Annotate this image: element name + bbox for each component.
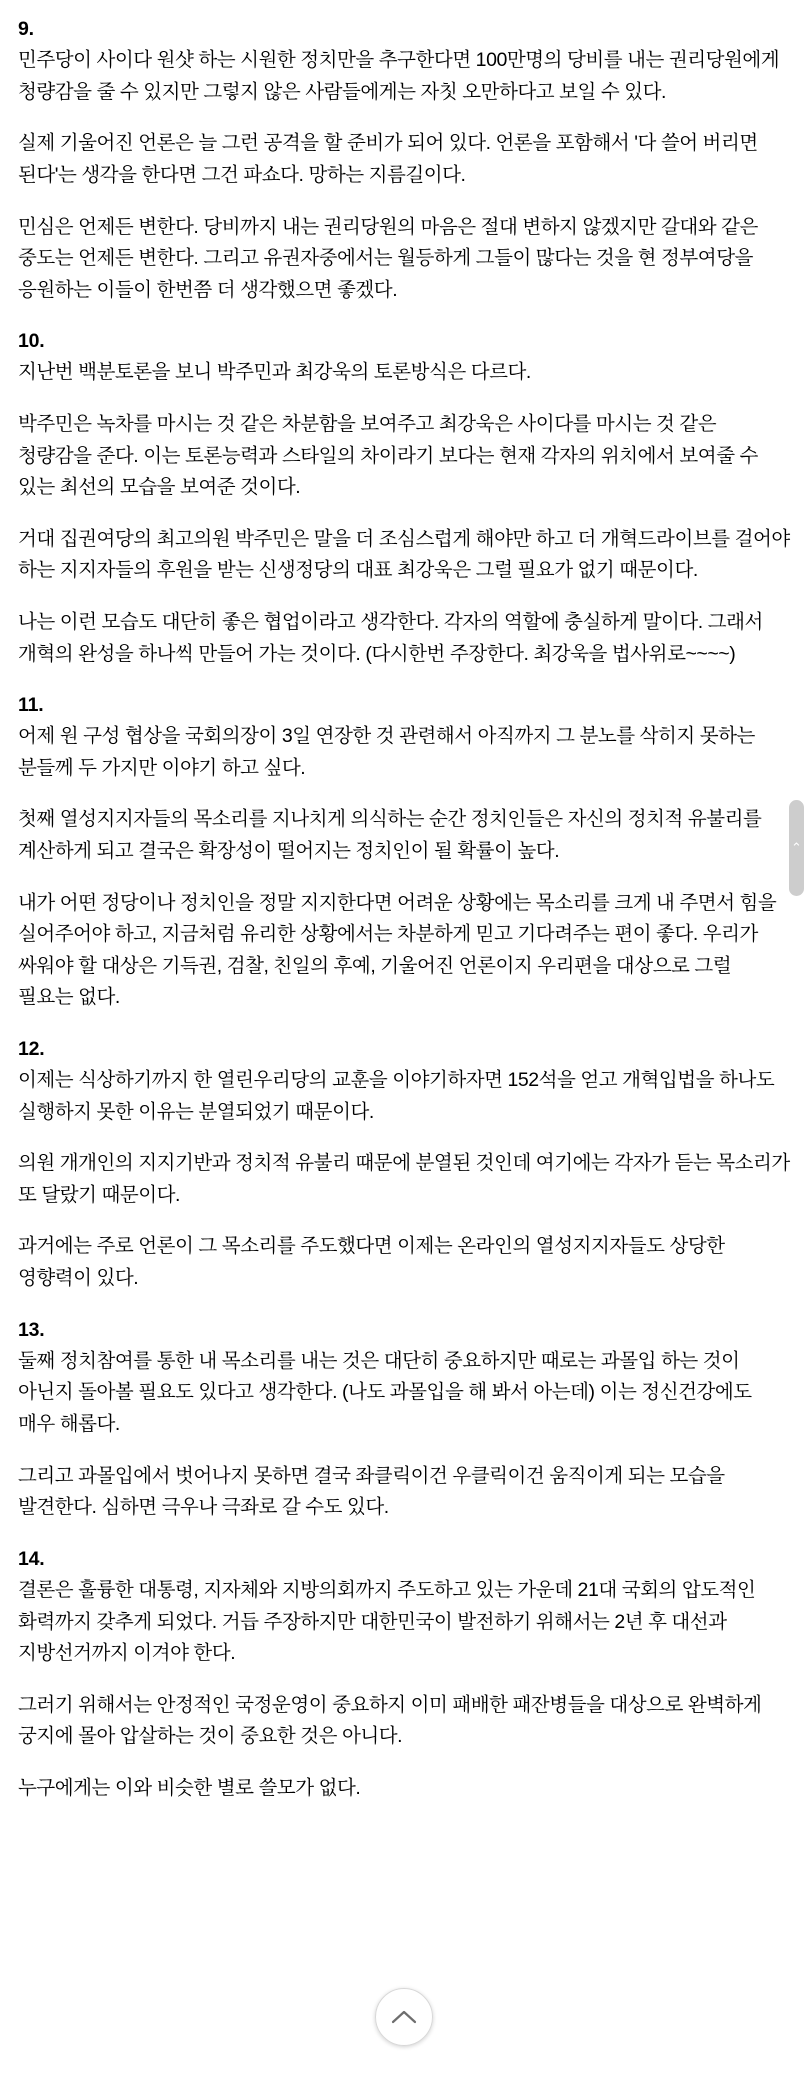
clipped-paragraph: 누구에게는 이와 비슷한 별로 쓸모가 없다. xyxy=(18,1776,361,1799)
section-10 xyxy=(18,326,795,670)
paragraph: 나는 이런 모습도 대단히 좋은 협업이라고 생각한다. 각자의 역할에 충실하게 말이다. 그래서 개혁의 완성을 하나씩 만들어 가는 것이다. (다시한번 주장한다. 최강욱을 법사위로~~~~) xyxy=(18,610,768,665)
scroll-to-top-button[interactable] xyxy=(375,1988,433,2046)
section-number: 14. xyxy=(18,1547,45,1570)
paragraph: 첫째 열성지지자들의 목소리를 지나치게 의식하는 순간 정치인들은 자신의 정치적 유불리를 계산하게 되고 결국은 확장성이 떨어지는 정치인이 될 확률이 높다. xyxy=(18,808,767,863)
paragraph: 의원 개개인의 지지기반과 정치적 유불리 때문에 분열된 것인데 여기에는 각자가 듣는 목소리가 또 달랐기 때문이다. xyxy=(18,1152,795,1206)
paragraph: 그리고 과몰입에서 벗어나지 못하면 결국 좌클릭이건 우클릭이건 움직이게 되는 모습을 발견한다. 심하면 극우나 극좌로 갈 수도 있다. xyxy=(18,1464,730,1519)
paragraph: 실제 기울어진 언론은 늘 그런 공격을 할 준비가 되어 있다. 언론을 포함해서 '다 쓸어 버리면 된다'는 생각을 한다면 그건 파쇼다. 망하는 지름길이다. xyxy=(18,132,763,186)
chevron-up-icon xyxy=(391,2009,417,2025)
paragraph: 과거에는 주로 언론이 그 목소리를 주도했다면 이제는 온라인의 열성지지자들도 상당한 영향력이 있다. xyxy=(18,1235,730,1290)
section-12 xyxy=(18,1034,795,1295)
paragraph: 그러기 위해서는 안정적인 국정운영이 중요하지 이미 패배한 패잔병들을 대상으로 완벽하게 궁지에 몰아 압살하는 것이 중요한 것은 아니다. xyxy=(18,1693,767,1748)
paragraph: 둘째 정치참여를 통한 내 목소리를 내는 것은 대단히 중요하지만 때로는 과몰입 하는 것이 아닌지 돌아볼 필요도 있다고 생각한다. (나도 과몰입을 해 봐서 아는데) 이는 정신건강에도 매우 해롭다. xyxy=(18,1349,757,1436)
section-13 xyxy=(18,1315,790,1524)
paragraph: 결론은 훌륭한 대통령, 지자체와 지방의회까지 주도하고 있는 가운데 21대 국회의 압도적인 화력까지 갖추게 되었다. 거듭 주장하지만 대한민국이 발전하기 위해서는 2년 후 대선과 지방선거까지 이겨야 한다. xyxy=(18,1578,761,1665)
paragraph: 민심은 언제든 변한다. 당비까지 내는 권리당원의 마음은 절대 변하지 않겠지만 갈대와 같은 중도는 언제든 변한다. 그리고 유권자중에서는 월등하게 그들이 많다는 것을 현 정부여당을 응원하는 이들이 한번쯤 더 생각했으면 좋겠다. xyxy=(18,215,763,301)
scrollbar-thumb[interactable] xyxy=(789,800,804,896)
section-11 xyxy=(18,690,790,1014)
paragraph: 지난번 백분토론을 보니 박주민과 최강욱의 토론방식은 다르다. xyxy=(18,361,531,384)
paragraph: 거대 집권여당의 최고의원 박주민은 말을 더 조심스럽게 해야만 하고 더 개혁드라이브를 걸어야 하는 지지자들의 후원을 받는 신생정당의 대표 최강욱은 그럴 필요가 없기 때문이다. xyxy=(18,527,795,582)
section-14 xyxy=(18,1544,790,1799)
section-number: 9. xyxy=(18,18,34,40)
section-number: 11. xyxy=(18,694,44,717)
chevron-up-icon: ⌃ xyxy=(791,839,802,855)
paragraph: 이제는 식상하기까지 한 열린우리당의 교훈을 이야기하자면 152석을 얻고 개혁입법을 하나도 실행하지 못한 이유는 분열되었기 때문이다. xyxy=(18,1069,780,1123)
paragraph: 어제 원 구성 협상을 국회의장이 3일 연장한 것 관련해서 아직까지 그 분노를 삭히지 못하는 분들께 두 가지만 이야기 하고 싶다. xyxy=(18,725,760,779)
paragraph: 민주당이 사이다 원샷 하는 시원한 정치만을 추구한다면 100만명의 당비를 내는 권리당원에게 청량감을 줄 수 있지만 그렇지 않은 사람들에게는 자칫 오만하다고 보일 수 있다. xyxy=(18,49,785,103)
section-9 xyxy=(18,14,790,306)
section-number: 10. xyxy=(18,330,45,353)
paragraph: 내가 어떤 정당이나 정치인을 정말 지지한다면 어려운 상황에는 목소리를 크게 내 주면서 힘을 실어주어야 하고, 지금처럼 유리한 상황에서는 차분하게 믿고 기다려주는 편이 좋다. 우리가 싸워야 할 대상은 기득권, 검찰, 친일의 후예, 기울어진 언론이지 우리편을 대상으로 그럴 필요는 없다. xyxy=(18,891,782,1009)
section-number: 12. xyxy=(18,1037,45,1060)
paragraph: 박주민은 녹차를 마시는 것 같은 차분함을 보여주고 최강욱은 사이다를 마시는 것 같은 청량감을 준다. 이는 토론능력과 스타일의 차이라기 보다는 현재 각자의 위치에서 보여줄 수 있는 최선의 모습을 보여준 것이다. xyxy=(18,413,763,499)
section-number: 13. xyxy=(18,1318,45,1341)
